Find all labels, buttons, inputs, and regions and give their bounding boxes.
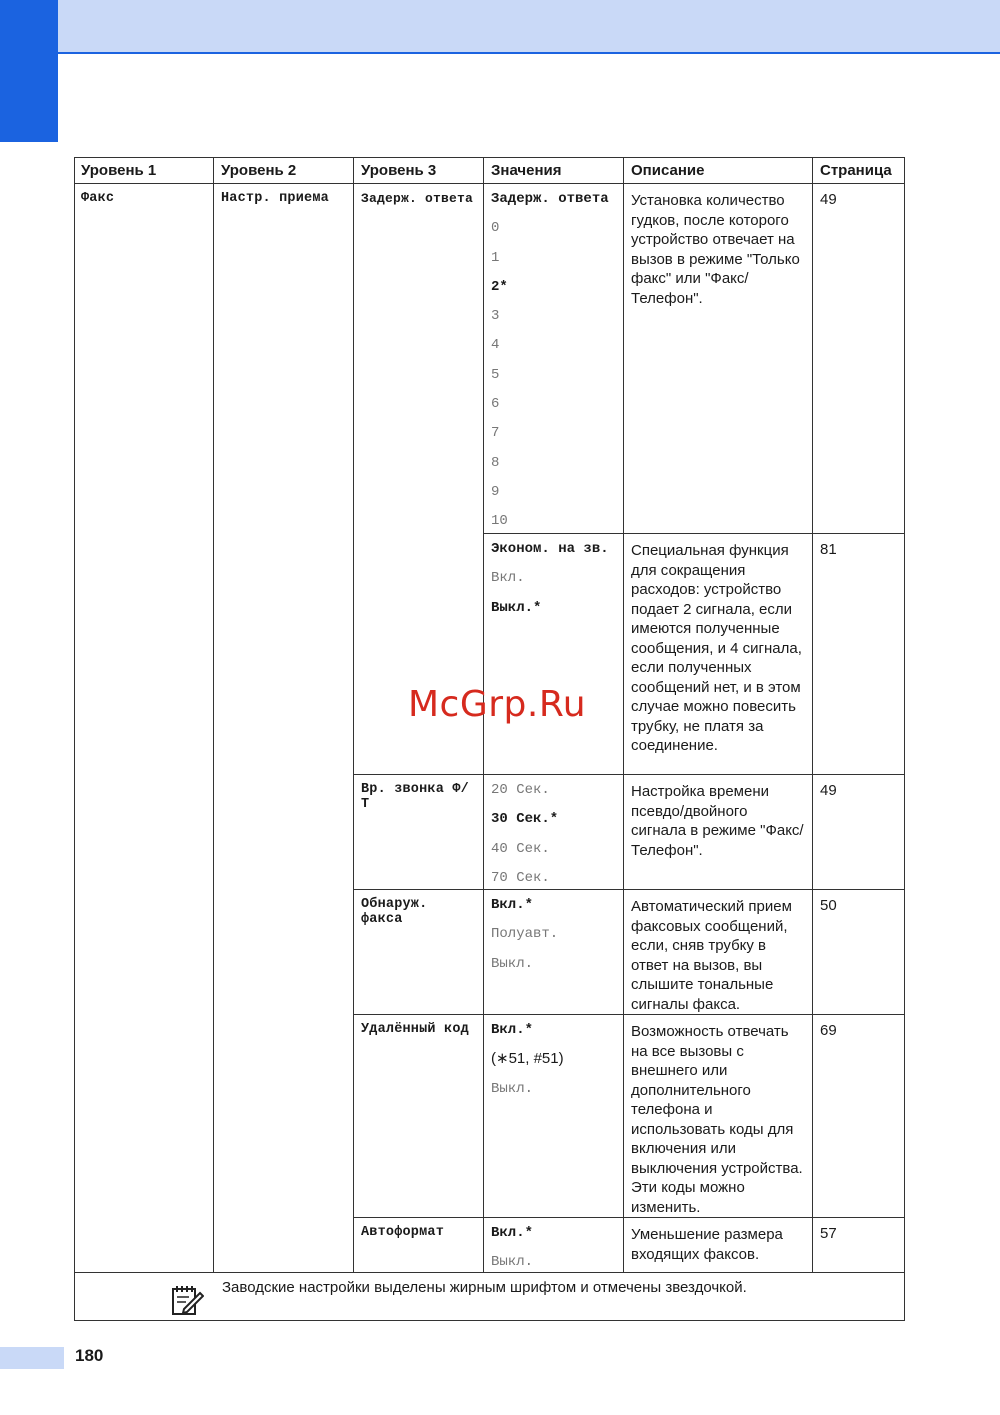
level3-ft-ring-time: Вр. звонка Ф/Т xyxy=(354,775,484,890)
level3-auto-reduction: Автоформат xyxy=(354,1218,484,1273)
description-cell xyxy=(624,1218,813,1273)
note-row xyxy=(74,1273,905,1321)
note-pencil-icon xyxy=(170,1283,204,1317)
value-item: 0 xyxy=(491,220,500,237)
values-cell xyxy=(484,890,624,1015)
value-item-default: 2* xyxy=(491,278,508,295)
description-cell xyxy=(624,890,813,1015)
values-cell xyxy=(484,1218,624,1273)
value-item: 7 xyxy=(491,425,500,442)
values-list xyxy=(491,191,616,543)
value-item: Полуавт. xyxy=(491,926,559,943)
description-text: Установка количество гудков, после которого устройство отвечает на вызов в режиме "Только факс" или "Факс/Телефон". xyxy=(631,192,800,307)
page-ref: 50 xyxy=(813,890,905,1015)
value-item: Эконом. на зв. xyxy=(491,541,609,557)
value-item: 4 xyxy=(491,337,500,354)
description-cell xyxy=(624,775,813,890)
description-text: Настройка времени псевдо/двойного сигнала в режиме "Факс/Телефон". xyxy=(631,783,804,859)
description-cell xyxy=(624,534,813,775)
value-item: 5 xyxy=(491,366,500,383)
value-item: 10 xyxy=(491,513,508,530)
level3-fax-detect: Обнаруж. факса xyxy=(354,890,484,1015)
settings-table xyxy=(74,157,905,1321)
page-number: 180 xyxy=(75,1346,104,1365)
value-item: (∗51, #51) xyxy=(491,1050,564,1068)
page-ref: 49 xyxy=(813,775,905,890)
header-level3: Уровень 3 xyxy=(354,157,484,184)
description-text: Уменьшение размера входящих факсов. xyxy=(631,1226,783,1263)
value-item: 70 Сек. xyxy=(491,869,550,886)
values-cell xyxy=(484,1015,624,1218)
value-item: 40 Сек. xyxy=(491,840,550,857)
chapter-tab xyxy=(0,0,58,142)
value-item: Выкл. xyxy=(491,1080,534,1097)
header-level1: Уровень 1 xyxy=(74,157,214,184)
value-item-default: Вкл.* xyxy=(491,1022,534,1038)
value-item: 9 xyxy=(491,483,500,500)
value-item: Выкл. xyxy=(491,1254,534,1271)
header-values: Значения xyxy=(484,157,624,184)
footer-band xyxy=(0,1347,64,1369)
page-ref: 49 xyxy=(813,184,905,534)
page-ref: 69 xyxy=(813,1015,905,1218)
value-item: 3 xyxy=(491,308,500,325)
page-ref: 81 xyxy=(813,534,905,775)
value-item: Выкл. xyxy=(491,955,534,972)
level3-answer-delay: Задерж. ответа xyxy=(354,184,484,775)
header-band xyxy=(0,0,1000,54)
value-item: 6 xyxy=(491,396,500,413)
description-cell xyxy=(624,184,813,534)
note-text: Заводские настройки выделены жирным шрифтом и отмечены звездочкой. xyxy=(222,1279,747,1296)
values-cell xyxy=(484,775,624,890)
description-text: Автоматический прием факсовых сообщений, если, сняв трубку в ответ на вызов, вы слышите тональные сигналы факса. xyxy=(631,898,792,1013)
header-level2: Уровень 2 xyxy=(214,157,354,184)
level3-remote-code: Удалённый код xyxy=(354,1015,484,1218)
values-cell xyxy=(484,184,624,534)
description-text: Специальная функция для сокращения расходов: устройство подает 2 сигнала, если имеются полученные сообщения, и 4 сигнала, если полученных сообщений нет, и в этом случае можно повесить трубку, не платя за соединение. xyxy=(631,542,802,754)
value-item-default: Выкл.* xyxy=(491,599,542,616)
level2-cell: Настр. приема xyxy=(214,184,354,1273)
watermark: McGrp.Ru xyxy=(408,684,587,725)
value-item: 20 Сек. xyxy=(491,782,550,798)
values-list xyxy=(491,1022,616,1110)
value-item: 1 xyxy=(491,249,500,266)
value-item: 8 xyxy=(491,454,500,471)
page-ref: 57 xyxy=(813,1218,905,1273)
description-text: Возможность отвечать на все вызовы с внешнего или дополнительного телефона и использовать коды для включения или выключения устройства. Эти коды можно изменить. xyxy=(631,1023,803,1216)
values-cell xyxy=(484,534,624,775)
level1-cell: Факс xyxy=(74,184,214,1273)
values-list xyxy=(491,541,616,629)
header-page: Страница xyxy=(813,157,905,184)
header-description: Описание xyxy=(624,157,813,184)
values-list xyxy=(491,897,616,985)
value-item-default: 30 Сек.* xyxy=(491,811,559,828)
value-item: Вкл. xyxy=(491,570,525,587)
values-list xyxy=(491,782,616,899)
value-item-default: Вкл.* xyxy=(491,1225,534,1241)
description-cell xyxy=(624,1015,813,1218)
value-item: Задерж. ответа xyxy=(491,191,609,207)
value-item-default: Вкл.* xyxy=(491,897,534,913)
